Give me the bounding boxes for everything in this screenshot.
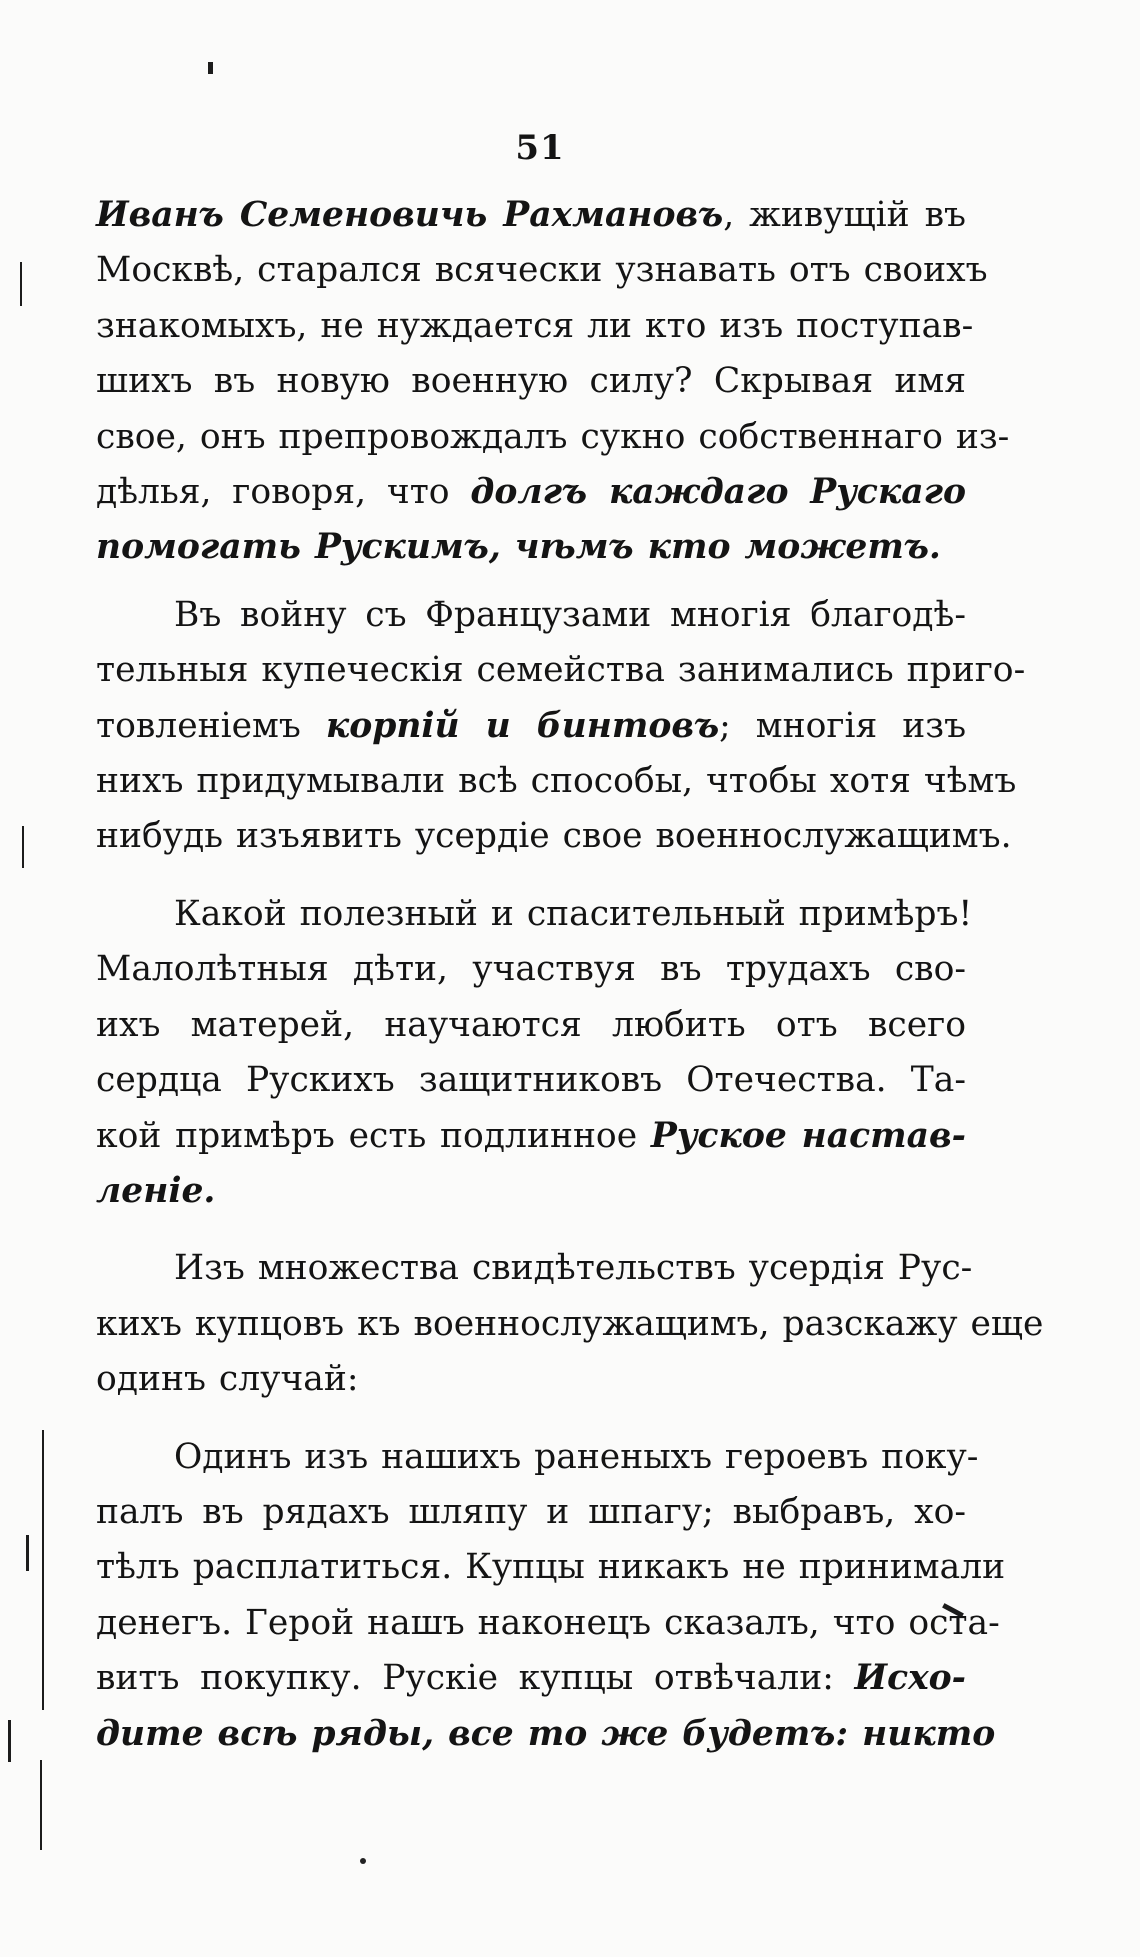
scan-edge-mark bbox=[22, 826, 24, 868]
italic-text: леніе. bbox=[96, 1170, 216, 1211]
text-run: витъ покупку. Рускіе купцы отвѣчали: bbox=[96, 1658, 855, 1699]
text-line bbox=[96, 188, 966, 243]
text-run: тельныя купеческія семейства занимались приго- bbox=[96, 650, 1026, 691]
text-line bbox=[96, 1540, 1006, 1595]
italic-text: помогать Рускимъ, чѣмъ кто можетъ. bbox=[96, 527, 941, 568]
text-line bbox=[96, 1053, 966, 1108]
text-run: , живущій въ bbox=[723, 195, 966, 235]
text-line bbox=[96, 1241, 973, 1296]
text-run: тѣлъ расплатиться. Купцы никакъ не принимали bbox=[96, 1547, 1006, 1588]
text-line bbox=[96, 754, 1017, 809]
scan-edge-mark bbox=[40, 1760, 42, 1850]
text-run: товленіемъ bbox=[96, 705, 326, 746]
text-run: Изъ множества свидѣтельствъ усердія Рус- bbox=[174, 1248, 973, 1289]
text-run: ихъ матерей, научаются любить отъ всего bbox=[96, 1004, 966, 1045]
text-line bbox=[96, 588, 966, 643]
text-line bbox=[96, 1707, 996, 1762]
text-run: нихъ придумывали всѣ способы, чтобы хотя чѣмъ bbox=[96, 761, 1017, 802]
italic-text: дите всѣ ряды, все то же будетъ: никто bbox=[96, 1713, 996, 1754]
text-line bbox=[96, 299, 974, 354]
paragraph-p5 bbox=[96, 1430, 1006, 1762]
page-number: 51 bbox=[515, 128, 565, 168]
paragraph-p4 bbox=[96, 1241, 1044, 1407]
text-run: кой примѣръ есть подлинное bbox=[96, 1115, 651, 1156]
text-line bbox=[96, 243, 988, 298]
text-line bbox=[96, 1430, 979, 1485]
text-line bbox=[96, 1651, 966, 1706]
text-run: Малолѣтныя дѣти, участвуя въ трудахъ сво- bbox=[96, 949, 966, 990]
text-line bbox=[96, 643, 1026, 698]
text-line bbox=[96, 1352, 966, 1407]
text-run: ; многія изъ bbox=[719, 705, 967, 746]
scan-edge-mark bbox=[42, 1430, 44, 1710]
text-line bbox=[96, 1485, 966, 1540]
body-text bbox=[96, 188, 1044, 1762]
text-line bbox=[96, 998, 966, 1053]
text-run: палъ въ рядахъ шляпу и шпагу; выбравъ, хо- bbox=[96, 1491, 966, 1532]
scan-edge-mark bbox=[8, 1720, 11, 1762]
paragraph-p1 bbox=[96, 188, 1010, 576]
text-run: дѣлья, говоря, что bbox=[96, 472, 471, 513]
italic-text: долгъ каждаго Рускаго bbox=[470, 472, 966, 513]
text-run: свое, онъ препровождалъ сукно собственнаго из- bbox=[96, 416, 1010, 457]
italic-text: корпій и бинтовъ bbox=[325, 705, 720, 746]
text-line bbox=[96, 942, 966, 997]
text-line bbox=[96, 809, 1012, 864]
text-line bbox=[96, 410, 1010, 465]
scan-edge-mark bbox=[26, 1535, 29, 1571]
text-run: Въ войну съ Французами многія благодѣ- bbox=[174, 594, 966, 635]
text-run: нибудь изъявить усердіе свое военнослужащимъ. bbox=[96, 816, 1012, 857]
text-run: Одинъ изъ нашихъ раненыхъ героевъ поку- bbox=[174, 1436, 979, 1477]
text-line bbox=[96, 1596, 1000, 1651]
text-line bbox=[96, 887, 973, 942]
text-run: знакомыхъ, не нуждается ли кто изъ поступав- bbox=[96, 305, 974, 346]
text-run: Какой полезный и спасительный примѣръ! bbox=[174, 893, 973, 934]
paragraph-p3 bbox=[96, 887, 973, 1219]
italic-text: Иванъ Семеновичь Рахмановъ bbox=[96, 195, 724, 235]
scan-edge-mark bbox=[20, 262, 22, 306]
text-run: сердца Рускихъ защитниковъ Отечества. Та- bbox=[96, 1060, 966, 1101]
text-run: Москвѣ, старался всячески узнавать отъ своихъ bbox=[96, 250, 988, 291]
scan-speck bbox=[208, 62, 213, 74]
scan-speck bbox=[360, 1858, 366, 1864]
text-run: кихъ купцовъ къ военнослужащимъ, разскажу еще bbox=[96, 1303, 1044, 1344]
text-run: денегъ. Герой нашъ наконецъ сказалъ, что оста- bbox=[96, 1602, 1000, 1643]
paragraph-p2 bbox=[96, 588, 1026, 865]
text-run: шихъ въ новую военную силу? Скрывая имя bbox=[96, 361, 966, 402]
text-line bbox=[96, 1297, 1044, 1352]
text-run: одинъ случай: bbox=[96, 1359, 359, 1400]
italic-text: Исхо- bbox=[854, 1658, 966, 1699]
text-line bbox=[96, 520, 966, 575]
text-line bbox=[96, 1109, 966, 1164]
italic-text: Руское настав- bbox=[650, 1115, 966, 1156]
text-line bbox=[96, 1164, 966, 1219]
text-line bbox=[96, 354, 966, 409]
text-line bbox=[96, 699, 966, 754]
text-line bbox=[96, 465, 966, 520]
